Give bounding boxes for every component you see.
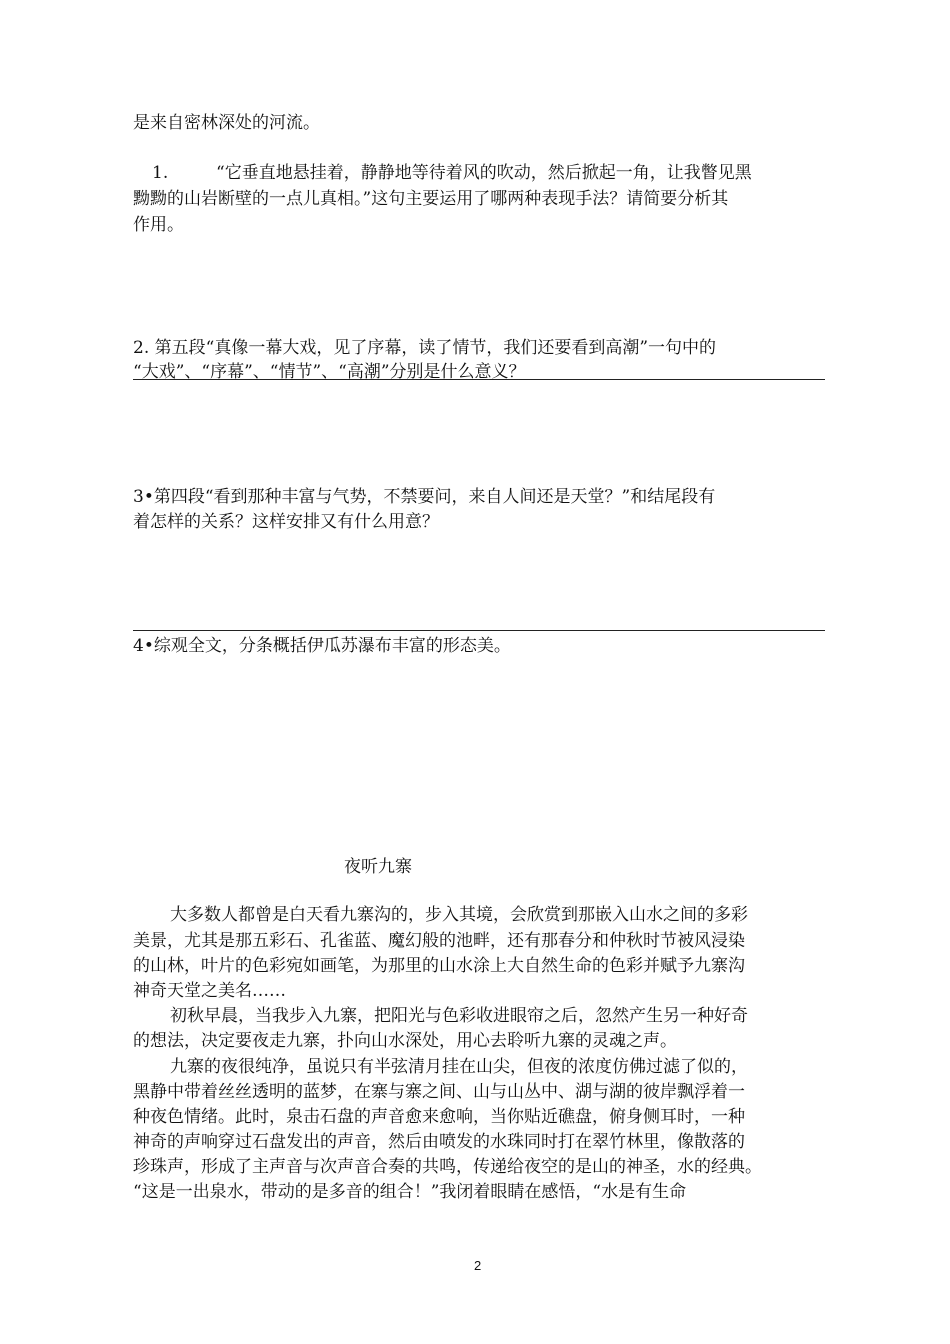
question-2-line-1: 2. 第五段“真像一幕大戏，见了序幕，读了情节，我们还要看到高潮”一句中的 <box>133 338 717 358</box>
article-p1-line-2: 美景，尤其是那五彩石、孔雀蓝、魔幻般的池畔，还有那春分和仲秋时节被风浸染 <box>133 931 745 951</box>
answer-rule-q2 <box>133 379 825 380</box>
question-4-line-1: 4•综观全文，分条概括伊瓜苏瀑布丰富的形态美。 <box>133 636 511 656</box>
article-p3-line-6: “这是一出泉水，带动的是多音的组合！”我闭着眼睛在感悟，“水是有生命 <box>133 1182 687 1202</box>
question-2-line-2: “大戏”、“序幕”、“情节”、“高潮”分别是什么意义？ <box>133 362 526 382</box>
intro-line: 是来自密林深处的河流。 <box>133 113 320 133</box>
question-1-line-1: “它垂直地悬挂着，静静地等待着风的吹动，然后掀起一角，让我瞥见黑 <box>216 163 752 183</box>
article-p3-line-4: 神奇的声响穿过石盘发出的声音，然后由喷发的水珠同时打在翠竹林里，像散落的 <box>133 1132 745 1152</box>
article-p3-line-5: 珍珠声，形成了主声音与次声音合奏的共鸣，传递给夜空的是山的神圣，水的经典。 <box>133 1157 762 1177</box>
article-p1-line-3: 的山林，叶片的色彩宛如画笔，为那里的山水涂上大自然生命的色彩并赋予九寨沟 <box>133 956 745 976</box>
question-1-line-3: 作用。 <box>133 215 184 235</box>
question-1-line-2: 黝黝的山岩断壁的一点儿真相。”这句主要运用了哪两种表现手法？请简要分析其 <box>133 189 729 209</box>
article-p3-line-1: 九寨的夜很纯净，虽说只有半弦清月挂在山尖，但夜的浓度仿佛过滤了似的， <box>170 1057 748 1077</box>
question-3-line-2: 着怎样的关系？这样安排又有什么用意？ <box>133 512 439 532</box>
article-p1-line-4: 神奇天堂之美名…… <box>133 981 286 1001</box>
question-1-number: 1. <box>152 163 169 183</box>
page-number: 2 <box>474 1258 482 1273</box>
article-p2-line-1: 初秋早晨，当我步入九寨，把阳光与色彩收进眼帘之后，忽然产生另一种好奇 <box>170 1006 748 1026</box>
article-p3-line-3: 种夜色情绪。此时，泉击石盘的声音愈来愈响，当你贴近礁盘，俯身侧耳时，一种 <box>133 1107 745 1127</box>
question-3-line-1: 3•第四段“看到那种丰富与气势，不禁要问，来自人间还是天堂？”和结尾段有 <box>133 487 716 507</box>
answer-rule-q3 <box>133 630 825 631</box>
article-title: 夜听九寨 <box>344 857 412 877</box>
article-p3-line-2: 黑静中带着丝丝透明的蓝梦，在寨与寨之间、山与山丛中、湖与湖的彼岸飘浮着一 <box>133 1082 745 1102</box>
article-p2-line-2: 的想法，决定要夜走九寨，扑向山水深处，用心去聆听九寨的灵魂之声。 <box>133 1031 677 1051</box>
article-p1-line-1: 大多数人都曾是白天看九寨沟的，步入其境，会欣赏到那嵌入山水之间的多彩 <box>170 905 748 925</box>
